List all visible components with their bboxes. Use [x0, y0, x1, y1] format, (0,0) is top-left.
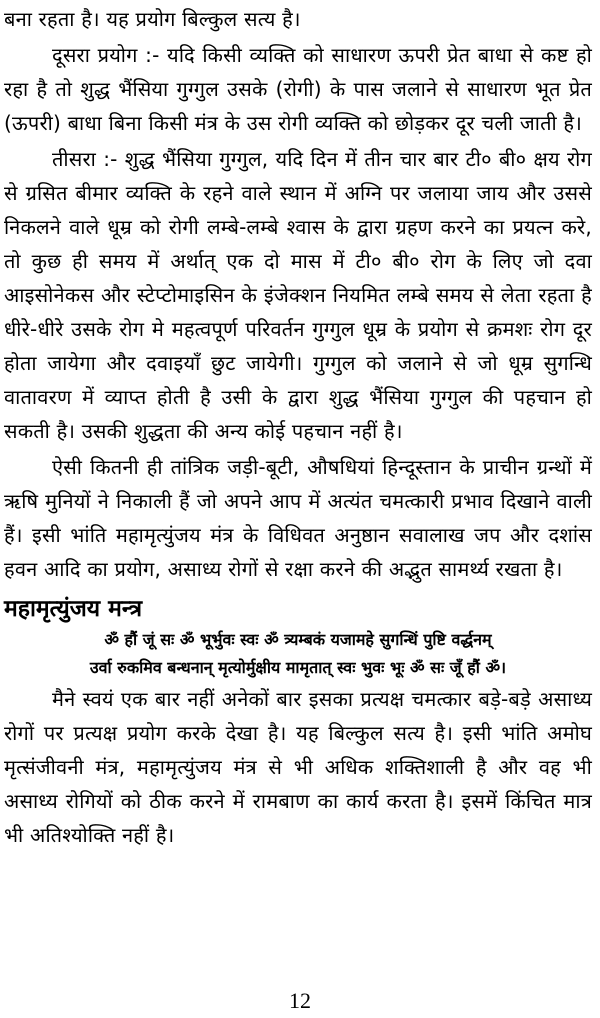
- mantra-line-2: उर्वा रुकमिव बन्धनान् मृत्योर्मुक्षीय मामृतात् स्वः भुवः भूः ॐ सः जूँ हौं ॐ।: [89, 658, 507, 677]
- paragraph-second-remedy: दूसरा प्रयोग :- यदि किसी व्यक्ति को साधारण ऊपरी प्रेत बाधा से कष्ट हो रहा है तो शुद्ध भैंसिया गुग्गुल उसके (रोगी) के पास जलाने से साधारण भूत प्रेत (ऊपरी) बाधा बिना किसी मंत्र के उस रोगी व्यक्ति को छोड़कर दूर चली जाती है।: [4, 43, 592, 135]
- page-number: 12: [289, 988, 311, 1013]
- paragraph-third-remedy: तीसरा :- शुद्ध भैंसिया गुग्गुल, यदि दिन में तीन चार बार टी० बी० क्षय रोग से ग्रसित बीमार व्यक्ति के रहने वाले स्थान में अग्नि पर जलाया जाय और उससे निकलने वाले धूम्र को रोगी लम्बे-लम्बे श्वास के द्वारा ग्रहण करने का प्रयत्न करे, तो कुछ ही समय में अर्थात् एक दो मास में टी० बी० रोग के लिए जो दवा आइसोनेकस और स्टेप्टोमाइसिन के इंजेक्शन नियमित लम्बे समय से लेता रहता है धीरे-धीरे उसके रोग मे महत्वपूर्ण परिवर्तन गुग्गुल धूम्र के प्रयोग से क्रमशः रोग दूर होता जायेगा और दवाइयाँ छुट जायेगी। गुग्गुल को जलाने से जो धूम्र सुगन्धि वातावरण में व्याप्त होती है उसी के द्वारा शुद्ध भैंसिया गुग्गुल की पहचान हो सकती है। उसकी शुद्धता की अन्य कोई पहचान नहीं है।: [4, 147, 592, 443]
- paragraph-continuation: बना रहता है। यह प्रयोग बिल्कुल सत्य है।: [4, 7, 301, 31]
- paragraph-herbs: ऐसी कितनी ही तांत्रिक जड़ी-बूटी, औषधियां हिन्दूस्तान के प्राचीन ग्रन्थों में ऋषि मुनियों ने निकाली हैं जो अपने आप में अत्यंत चमत्कारी प्रभाव दिखाने वाली हैं। इसी भांति महामृत्युंजय मंत्र के विधिवत अनुष्ठान सवालाख जप और दशांस हवन आदि का प्रयोग, असाध्य रोगों से रक्षा करने की अद्भुत सामर्थ्य रखता है।: [4, 455, 592, 581]
- paragraph-testimony: मैने स्वयं एक बार नहीं अनेकों बार इसका प्रत्यक्ष चमत्कार बड़े-बड़े असाध्य रोगों पर प्रत्यक्ष प्रयोग करके देखा है। यह बिल्कुल सत्य है। इसी भांति अमोघ मृत्संजीवनी मंत्र, महामृत्युंजय मंत्र से भी अधिक शक्तिशाली है और वह भी असाध्य रोगियों को ठीक करने में रामबाण का कार्य करता है। इसमें किंचित मात्र भी अतिश्योक्ति नहीं है।: [4, 687, 592, 847]
- mantra-line-1: ॐ हौं जूं सः ॐ भूर्भुवः स्वः ॐ त्र्यम्बकं यजामहे सुगन्धिं पुष्टि वर्द्धनम्: [104, 630, 492, 649]
- section-heading: महामृत्युंजय मन्त्र: [4, 596, 143, 622]
